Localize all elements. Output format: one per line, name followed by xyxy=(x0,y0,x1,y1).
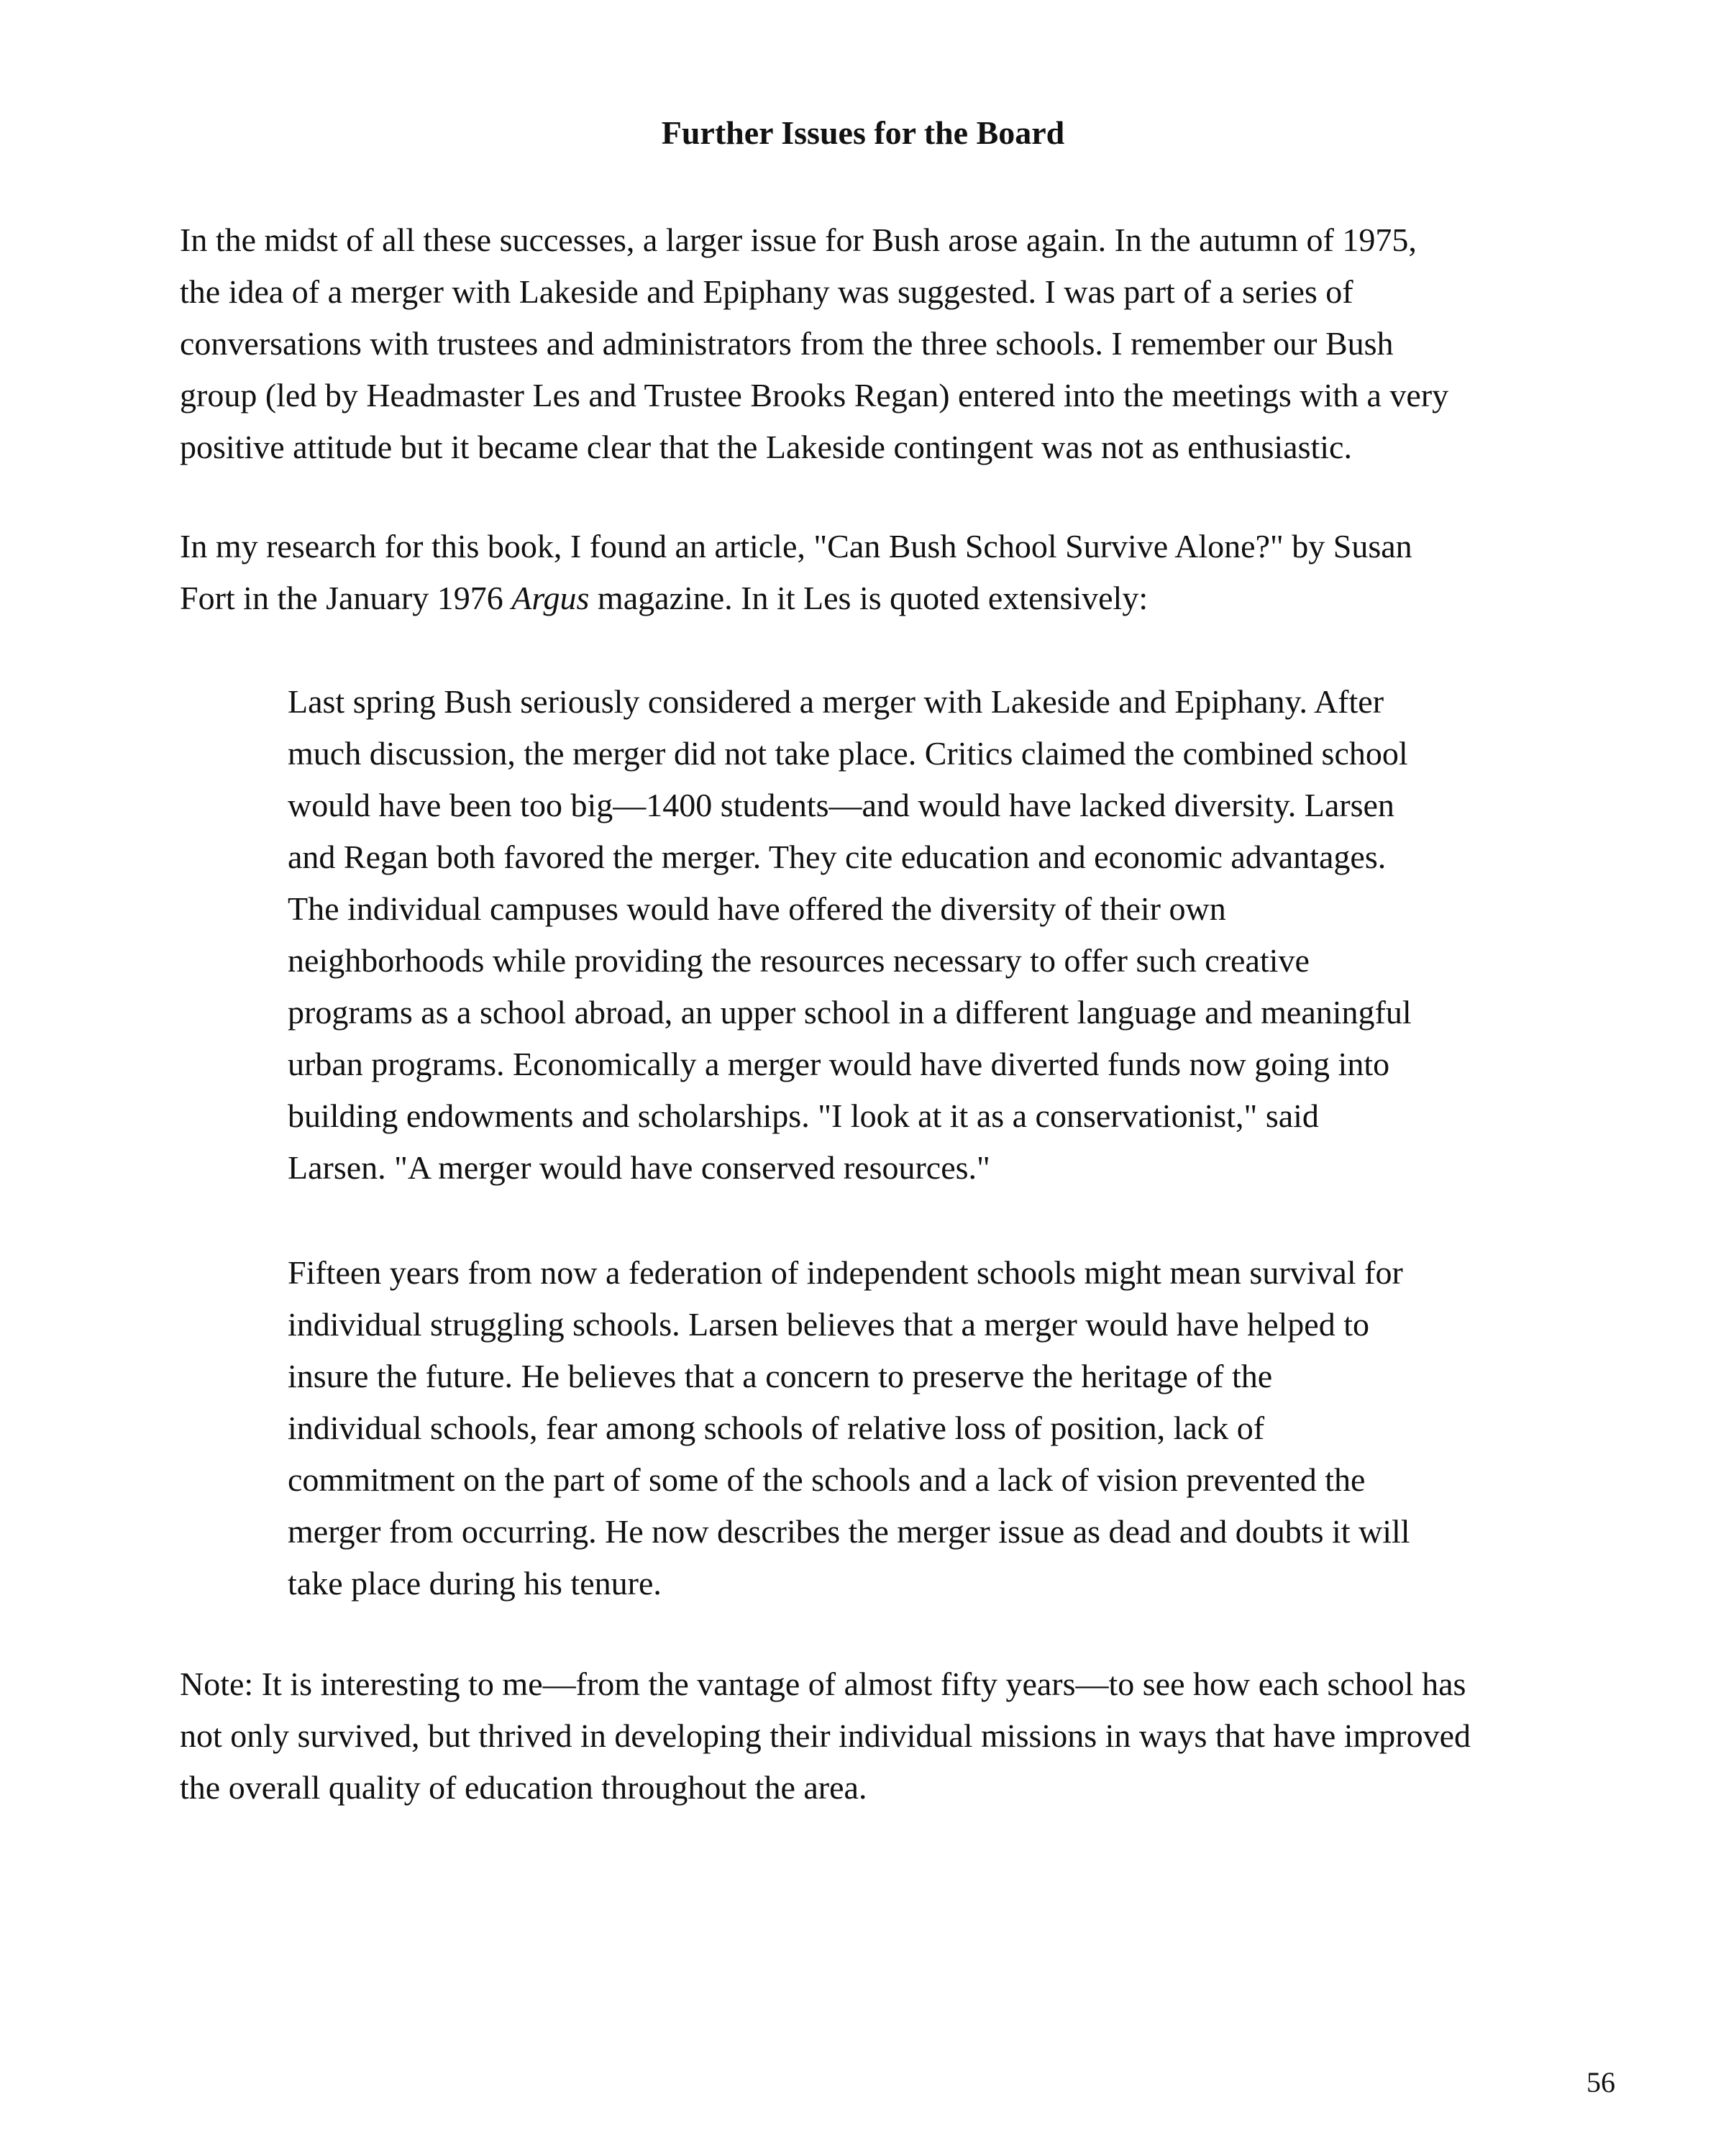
text-line: not only survived, but thrived in developing their individual missions in ways that have improved xyxy=(180,1717,1471,1754)
text-line xyxy=(180,572,1625,624)
text-line: In my research for this book, I found an article, "Can Bush School Survive Alone?" by Susan xyxy=(180,528,1412,565)
block-quote-1 xyxy=(288,676,1553,1194)
text-line: individual schools, fear among schools of relative loss of position, lack of xyxy=(288,1410,1265,1446)
paragraph-merger-intro xyxy=(180,214,1625,473)
text-line: Note: It is interesting to me—from the vantage of almost fifty years—to see how each school has xyxy=(180,1666,1466,1702)
text-line: The individual campuses would have offered the diversity of their own xyxy=(288,890,1226,927)
text-line: insure the future. He believes that a concern to preserve the heritage of the xyxy=(288,1358,1273,1394)
text-line: programs as a school abroad, an upper school in a different language and meaningful xyxy=(288,994,1412,1031)
text-line: the overall quality of education throughout the area. xyxy=(180,1769,867,1806)
text-run: Fort in the January 1976 xyxy=(180,580,512,616)
text-line: conversations with trustees and administrators from the three schools. I remember our Bush xyxy=(180,325,1394,362)
text-line: neighborhoods while providing the resources necessary to offer such creative xyxy=(288,942,1310,979)
section-title: Further Issues for the Board xyxy=(661,114,1065,151)
text-line: merger from occurring. He now describes the merger issue as dead and doubts it will xyxy=(288,1513,1410,1550)
text-line: positive attitude but it became clear that the Lakeside contingent was not as enthusiastic. xyxy=(180,429,1352,465)
text-line: take place during his tenure. xyxy=(288,1565,662,1602)
text-run: magazine. In it Les is quoted extensively: xyxy=(589,580,1149,616)
text-line: Larsen. "A merger would have conserved resources." xyxy=(288,1149,990,1186)
text-line: Last spring Bush seriously considered a merger with Lakeside and Epiphany. After xyxy=(288,683,1384,720)
text-line: individual struggling schools. Larsen believes that a merger would have helped to xyxy=(288,1306,1370,1343)
text-line: group (led by Headmaster Les and Trustee Brooks Regan) entered into the meetings with a very xyxy=(180,377,1449,414)
page-number: 56 xyxy=(1586,2066,1615,2098)
magazine-title: Argus xyxy=(511,580,590,616)
text-line: urban programs. Economically a merger would have diverted funds now going into xyxy=(288,1046,1390,1082)
text-line: In the midst of all these successes, a larger issue for Bush arose again. In the autumn of 1975, xyxy=(180,221,1417,258)
text-line: the idea of a merger with Lakeside and Epiphany was suggested. I was part of a series of xyxy=(180,273,1353,310)
text-line: commitment on the part of some of the schools and a lack of vision prevented the xyxy=(288,1461,1366,1498)
text-line: would have been too big—1400 students—and would have lacked diversity. Larsen xyxy=(288,787,1394,823)
text-line: much discussion, the merger did not take place. Critics claimed the combined school xyxy=(288,735,1408,772)
block-quote-2 xyxy=(288,1247,1553,1609)
text-line: building endowments and scholarships. "I look at it as a conservationist," said xyxy=(288,1097,1319,1134)
paragraph-research xyxy=(180,521,1625,624)
text-line: and Regan both favored the merger. They cite education and economic advantages. xyxy=(288,839,1387,875)
paragraph-note xyxy=(180,1658,1625,1814)
text-line: Fifteen years from now a federation of independent schools might mean survival for xyxy=(288,1254,1403,1291)
